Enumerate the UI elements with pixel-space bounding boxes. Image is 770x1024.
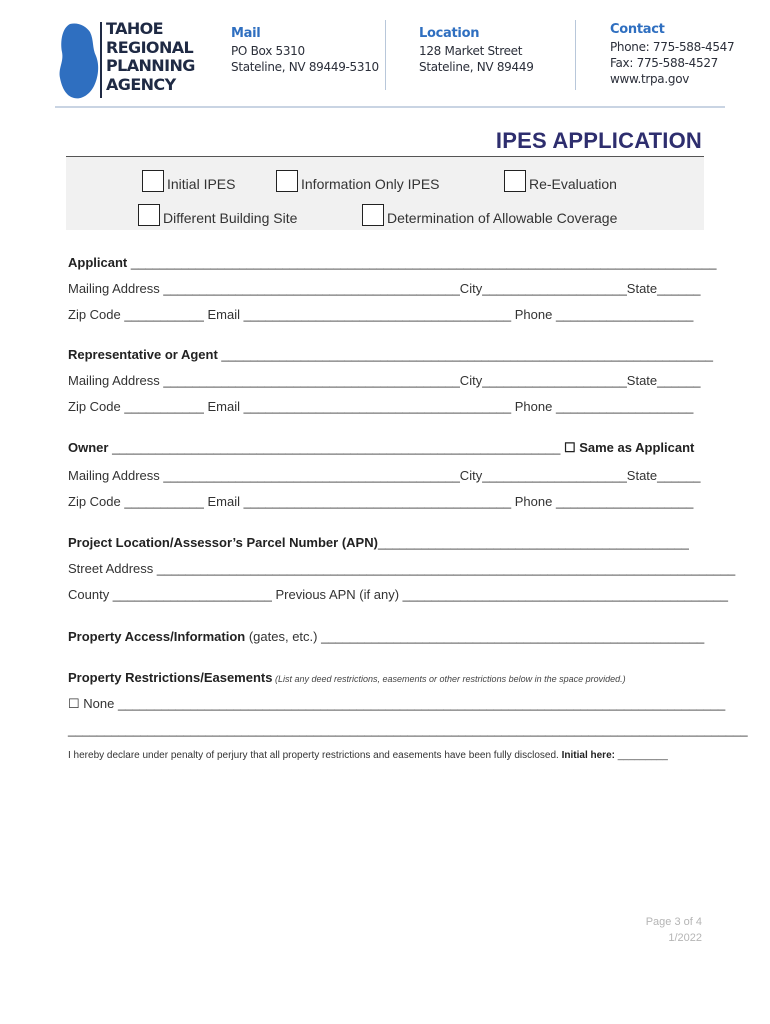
logo-divider (100, 22, 102, 98)
applicant-field[interactable] (68, 255, 716, 270)
restrictions-heading (68, 670, 626, 685)
header-divider (575, 20, 576, 90)
checkbox-different-building-site[interactable] (138, 204, 160, 226)
revision-date: 1/2022 (668, 932, 702, 944)
form-title: IPES APPLICATION (495, 128, 702, 153)
option-initial-ipes[interactable] (142, 170, 235, 192)
option-label: Information Only IPES (301, 176, 440, 192)
apn-field[interactable] (68, 535, 689, 550)
same-as-applicant-checkbox[interactable]: ☐ Same as Applicant (563, 440, 695, 455)
representative-zip-email-phone-field[interactable]: Zip Code ___________ Email _____________________________________ Phone ___________________ (68, 399, 694, 414)
restrictions-label: Property Restrictions/Easements (68, 670, 273, 685)
mail-heading: Mail (231, 26, 261, 41)
restrictions-note: (List any deed restrictions, easements or other restrictions below in the space provided.) (272, 674, 626, 684)
contact-block (610, 22, 734, 87)
header-divider (385, 20, 386, 90)
property-access-line: (gates, etc.) _____________________________________________________ (245, 629, 705, 644)
representative-mailing-address-field[interactable]: Mailing Address _________________________________________City____________________State______ (68, 373, 701, 388)
applicant-line: _________________________________________________________________________________ (127, 255, 717, 270)
restrictions-blank-line[interactable]: ______________________________________________________________________________________________ (68, 722, 748, 737)
applicant-mailing-address-field[interactable]: Mailing Address _________________________________________City____________________State______ (68, 281, 701, 296)
option-re-evaluation[interactable] (504, 170, 617, 192)
contact-fax: Fax: 775-588-4527 (610, 56, 719, 70)
county-previous-apn-field[interactable]: County ______________________ Previous APN (if any) _____________________________________________ (68, 587, 728, 602)
option-label: Determination of Allowable Coverage (387, 210, 618, 226)
logo-line-agency: AGENCY (106, 74, 176, 94)
application-type-options (66, 157, 704, 230)
mail-line-1: PO Box 5310 (231, 44, 305, 58)
checkbox-allowable-coverage[interactable] (362, 204, 384, 226)
location-line-1: 128 Market Street (419, 44, 523, 58)
applicant-label: Applicant (68, 255, 128, 270)
contact-phone: Phone: 775-588-4547 (610, 40, 735, 54)
lake-tahoe-icon (56, 22, 102, 102)
trpa-logo (56, 18, 196, 100)
header-rule (55, 106, 725, 108)
location-heading: Location (419, 26, 480, 41)
option-different-building-site[interactable] (138, 204, 297, 226)
logo-wordmark (106, 20, 195, 94)
owner-mailing-address-field[interactable]: Mailing Address _________________________________________City____________________State______ (68, 468, 701, 483)
apn-label: Project Location/Assessor’s Parcel Number (APN) (68, 535, 378, 550)
owner-label: Owner (68, 440, 109, 455)
option-label: Initial IPES (167, 176, 236, 192)
option-label: Different Building Site (163, 210, 298, 226)
checkbox-information-only[interactable] (276, 170, 298, 192)
location-address-block (419, 26, 534, 75)
page-footer (646, 914, 702, 946)
representative-field[interactable] (68, 347, 713, 362)
initial-here-label: Initial here: (561, 750, 615, 761)
page-number: Page 3 of 4 (645, 916, 702, 928)
logo-line-tahoe: TAHOE (106, 19, 163, 38)
location-line-2: Stateline, NV 89449 (419, 60, 534, 74)
property-access-field[interactable] (68, 629, 704, 644)
declaration-line (68, 750, 668, 761)
applicant-zip-email-phone-field[interactable]: Zip Code ___________ Email _____________________________________ Phone ___________________ (68, 307, 694, 322)
restrictions-none-field[interactable]: ☐ None ____________________________________________________________________________________ (68, 696, 726, 711)
option-information-only[interactable] (276, 170, 440, 192)
contact-heading: Contact (610, 22, 665, 37)
property-access-label: Property Access/Information (68, 629, 246, 644)
checkbox-initial-ipes[interactable] (142, 170, 164, 192)
mail-line-2: Stateline, NV 89449-5310 (231, 60, 379, 74)
logo-line-regional: REGIONAL (106, 37, 194, 57)
mail-address-block (231, 26, 379, 75)
option-label: Re-Evaluation (529, 176, 617, 192)
apn-line: ___________________________________________ (377, 535, 689, 550)
contact-website: www.trpa.gov (610, 72, 690, 86)
representative-line: ____________________________________________________________________ (217, 347, 714, 362)
representative-label: Representative or Agent (68, 347, 218, 362)
initial-here-field[interactable]: _________ (614, 750, 668, 761)
checkbox-re-evaluation[interactable] (504, 170, 526, 192)
owner-line: ______________________________________________________________ (108, 440, 564, 455)
owner-field[interactable] (68, 440, 694, 456)
declaration-text: I hereby declare under penalty of perjury that all property restrictions and easements have been fully disclosed. (68, 750, 562, 761)
street-address-field[interactable]: Street Address ________________________________________________________________________________ (68, 561, 736, 576)
option-allowable-coverage[interactable] (362, 204, 617, 226)
logo-line-planning: PLANNING (106, 56, 195, 75)
owner-zip-email-phone-field[interactable]: Zip Code ___________ Email _____________________________________ Phone ___________________ (68, 494, 694, 509)
